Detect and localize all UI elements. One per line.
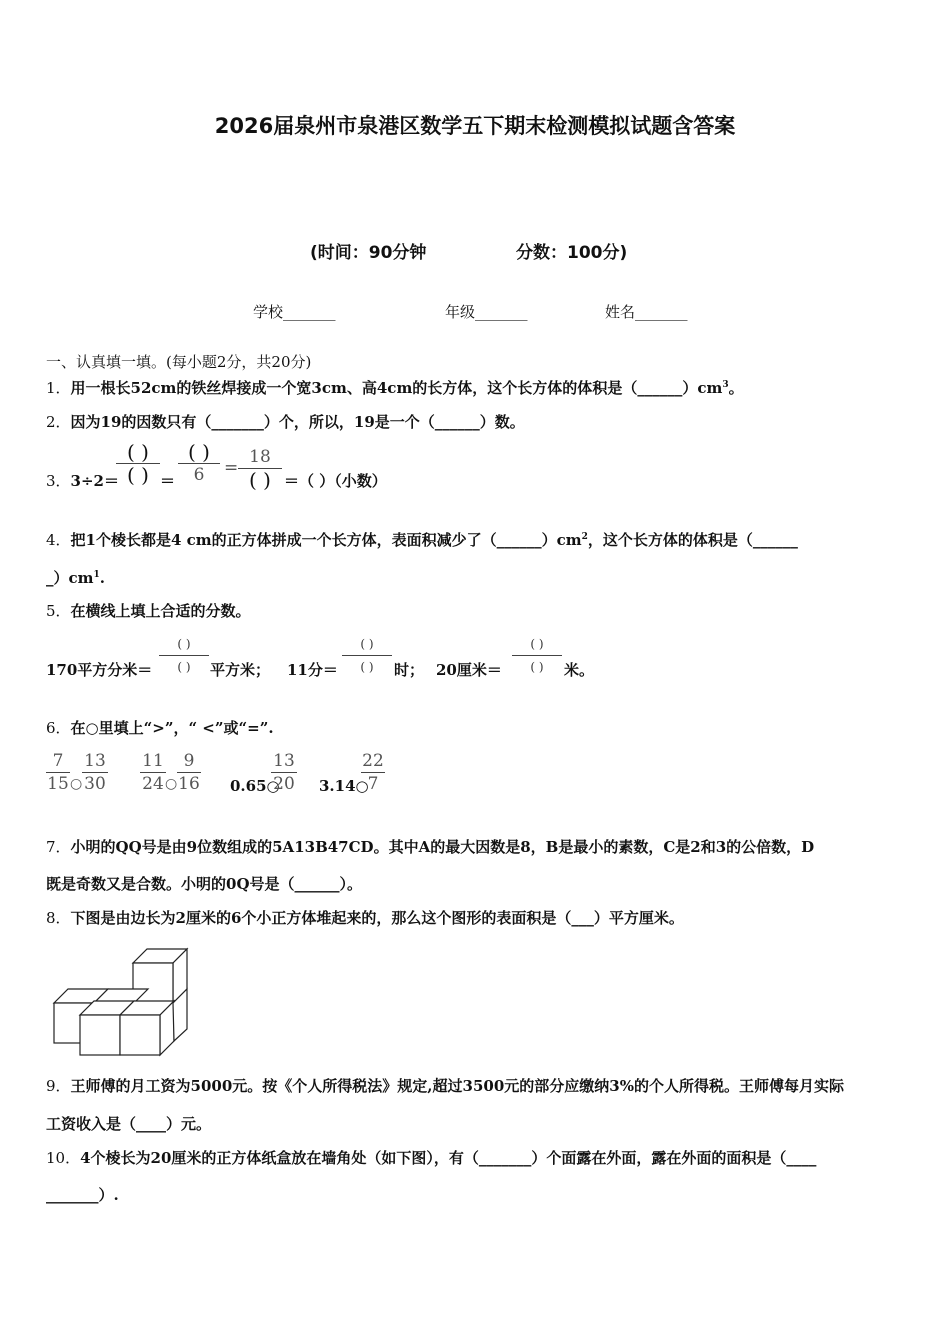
fraction-3 bbox=[238, 446, 282, 491]
question-text: 在横线上填上合适的分数。 bbox=[70, 602, 251, 620]
fraction-denominator: 7 bbox=[367, 774, 379, 794]
question-text-cont: ，这个长方体的体积是（______ bbox=[587, 531, 798, 549]
equals-sign: ＝ bbox=[160, 472, 176, 490]
question-end: . bbox=[99, 569, 106, 587]
compare-fraction bbox=[271, 750, 297, 795]
fraction-denominator: ( ) bbox=[127, 463, 149, 487]
question-9-line2: 工资收入是（____）元。 bbox=[46, 1115, 212, 1133]
q5-part-a: 170平方分米＝ bbox=[46, 661, 153, 679]
question-number: 9． bbox=[46, 1077, 71, 1095]
compare-lead: 0.65○ bbox=[230, 777, 280, 795]
expression-lead: 3÷2＝ bbox=[70, 472, 119, 490]
question-text: _）cm bbox=[46, 569, 94, 587]
expression-tail: ＝（ ）（小数） bbox=[284, 472, 387, 490]
fraction-numerator: 22 bbox=[362, 751, 384, 771]
fraction-2 bbox=[178, 441, 220, 486]
fraction-denominator: 6 bbox=[193, 465, 205, 485]
fraction-numerator: ( ) bbox=[188, 440, 210, 464]
compare-fraction bbox=[82, 750, 108, 795]
fraction-denominator: ( ) bbox=[177, 660, 191, 674]
question-number: 2． bbox=[46, 413, 71, 431]
question-number: 10． bbox=[46, 1149, 81, 1167]
question-text: 小明的QQ号是由9位数组成的5A13B47CD。其中A的最大因数是8，B是最小的素数，C是2和3的公倍数，D bbox=[70, 838, 815, 856]
compare-fraction bbox=[177, 750, 201, 795]
blank-fraction-b[interactable] bbox=[342, 633, 392, 678]
question-6 bbox=[46, 717, 274, 738]
fraction-numerator: 18 bbox=[249, 447, 271, 467]
compare-fraction bbox=[361, 750, 385, 795]
cube-face bbox=[80, 1015, 120, 1055]
q5-part-c: 20厘米＝ bbox=[436, 661, 502, 679]
cubes-figure bbox=[50, 945, 190, 1060]
fraction-numerator: 13 bbox=[84, 751, 106, 771]
question-number: 5． bbox=[46, 602, 71, 620]
exam-time: (时间：90分钟 bbox=[310, 243, 427, 263]
question-3-lead bbox=[46, 470, 119, 491]
q5-unit-c: 米。 bbox=[564, 661, 595, 679]
section-heading: 一、认真填一填。(每小题2分，共20分) bbox=[46, 353, 312, 371]
fraction-denominator: 20 bbox=[273, 774, 295, 794]
question-4 bbox=[46, 529, 798, 550]
question-text: 把1个棱长都是4 cm的正方体拼成一个长方体，表面积减少了（______）cm bbox=[70, 531, 582, 549]
compare-circle[interactable]: ○ bbox=[165, 776, 178, 792]
question-text: 因为19的因数只有（_______）个，所以，19是一个（______）数。 bbox=[70, 413, 525, 431]
equals-sign: = bbox=[224, 458, 239, 478]
question-1 bbox=[46, 377, 744, 398]
question-text: 王师傅的月工资为5000元。按《个人所得税法》规定,超过3500元的部分应缴纳3%的个人所得税。王师傅每月实际 bbox=[70, 1077, 844, 1095]
blank-fraction-a[interactable] bbox=[159, 633, 209, 678]
question-4-line2 bbox=[46, 567, 105, 588]
question-text: 在○里填上“>”，“ <”或“=”. bbox=[70, 719, 274, 737]
fraction-1 bbox=[116, 441, 160, 486]
question-9 bbox=[46, 1075, 844, 1096]
page-title: 2026届泉州市泉港区数学五下期末检测模拟试题含答案 bbox=[214, 114, 736, 138]
fraction-denominator: 15 bbox=[47, 774, 69, 794]
compare-fraction bbox=[140, 750, 166, 795]
q5-part-b: 11分＝ bbox=[287, 661, 338, 679]
question-7-line2: 既是奇数又是合数。小明的0Q号是（______）。 bbox=[46, 875, 363, 893]
fraction-denominator: ( ) bbox=[249, 468, 271, 492]
compare-lead: 3.14○ bbox=[319, 777, 369, 795]
blank-fraction-c[interactable] bbox=[512, 633, 562, 678]
question-number: 3． bbox=[46, 472, 71, 490]
question-text: 下图是由边长为2厘米的6个小正方体堆起来的，那么这个图形的表面积是（___）平方厘米。 bbox=[70, 909, 684, 927]
exam-score: 分数：100分) bbox=[516, 243, 628, 263]
fraction-numerator: 7 bbox=[52, 751, 64, 771]
superscript: 1 bbox=[93, 570, 100, 580]
question-text: 用一根长52cm的铁丝焊接成一个宽3cm、高4cm的长方体，这个长方体的体积是（______）cm bbox=[70, 379, 723, 397]
fraction-numerator: 13 bbox=[273, 751, 295, 771]
question-number: 1． bbox=[46, 379, 71, 397]
superscript: 2 bbox=[581, 532, 588, 542]
question-5 bbox=[46, 600, 251, 621]
fraction-denominator: ( ) bbox=[530, 660, 544, 674]
fraction-denominator: ( ) bbox=[360, 660, 374, 674]
question-10-line2: _______）. bbox=[46, 1186, 119, 1204]
question-text: 4个棱长为20厘米的正方体纸盒放在墙角处（如下图），有（_______）个面露在外面，露在外面的面积是（____ bbox=[80, 1149, 817, 1167]
superscript: 3 bbox=[722, 380, 729, 390]
question-number: 8． bbox=[46, 909, 71, 927]
q5-unit-b: 时； bbox=[394, 661, 425, 679]
q5-unit-a: 平方米； bbox=[210, 661, 271, 679]
compare-circle[interactable]: ○ bbox=[70, 776, 83, 792]
question-8 bbox=[46, 907, 684, 928]
school-field[interactable]: 学校_______ bbox=[253, 303, 336, 321]
fraction-denominator: 16 bbox=[178, 774, 200, 794]
question-end: 。 bbox=[728, 379, 744, 397]
grade-field[interactable]: 年级_______ bbox=[445, 303, 528, 321]
fraction-numerator: 11 bbox=[142, 751, 164, 771]
question-10 bbox=[46, 1147, 816, 1168]
name-field[interactable]: 姓名_______ bbox=[605, 303, 688, 321]
fraction-denominator: 30 bbox=[84, 774, 106, 794]
question-number: 6． bbox=[46, 719, 71, 737]
compare-fraction bbox=[46, 750, 70, 795]
fraction-numerator: ( ) bbox=[127, 440, 149, 464]
cube-face bbox=[120, 1015, 160, 1055]
fraction-numerator: 9 bbox=[183, 751, 195, 771]
question-7 bbox=[46, 836, 814, 857]
fraction-denominator: 24 bbox=[142, 774, 164, 794]
question-2 bbox=[46, 411, 525, 432]
question-number: 7． bbox=[46, 838, 71, 856]
fraction-numerator: ( ) bbox=[177, 637, 191, 651]
fraction-numerator: ( ) bbox=[360, 637, 374, 651]
fraction-numerator: ( ) bbox=[530, 637, 544, 651]
question-number: 4． bbox=[46, 531, 71, 549]
